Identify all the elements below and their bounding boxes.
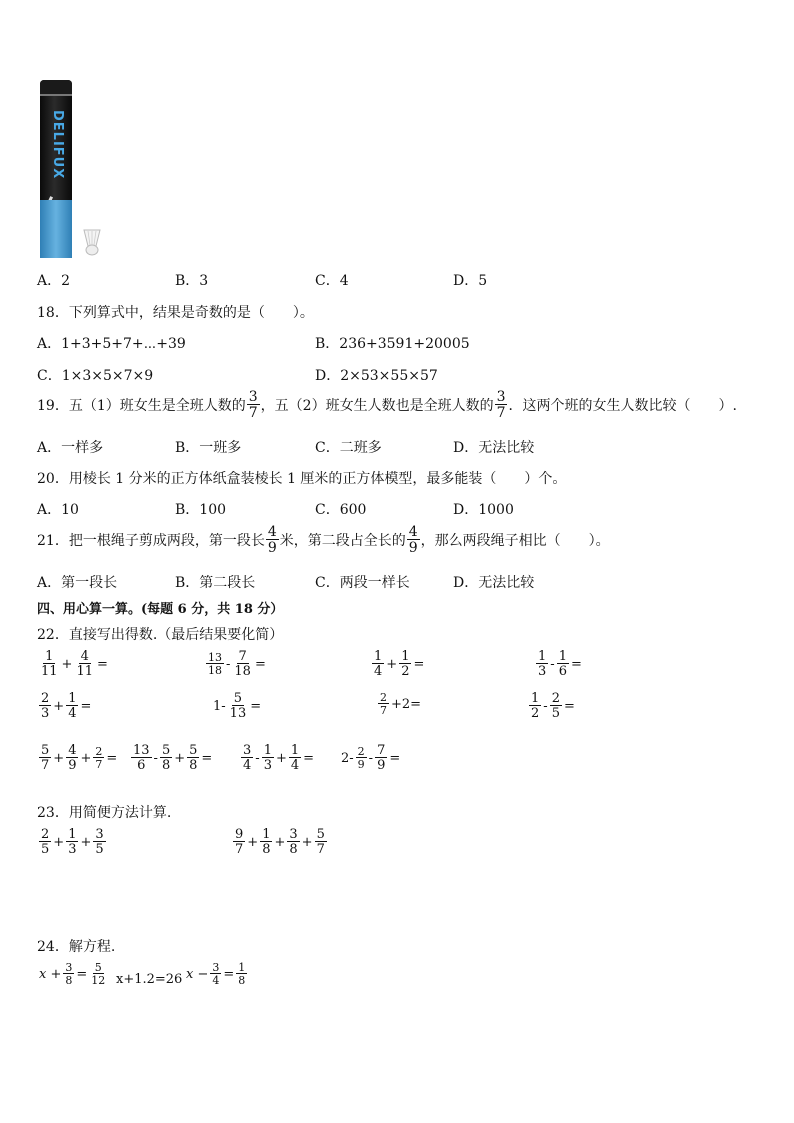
q20-stem: 20．用棱长 1 分米的正方体纸盒装棱长 1 厘米的正方体模型，最多能装（ ）个。 (37, 471, 567, 487)
denominator: 7 (41, 758, 50, 773)
fraction (375, 744, 387, 772)
q17-option-d[interactable]: D．5 (453, 273, 488, 289)
denominator: 8 (238, 974, 246, 987)
fraction (39, 828, 51, 856)
q21-stem-part3: ，那么两段绳子相比（ ）。 (420, 533, 610, 549)
q20-option-d[interactable]: D．1000 (453, 502, 514, 518)
denominator: 18 (234, 664, 251, 679)
operator: - (543, 698, 548, 714)
denominator: 8 (161, 758, 171, 773)
fraction (39, 692, 51, 720)
q18-option-b[interactable]: B．236+3591+20005 (315, 336, 470, 352)
denominator: 4 (290, 758, 300, 773)
q19-option-d[interactable]: D．无法比较 (453, 440, 535, 456)
equals-sign: = (201, 750, 213, 766)
numerator: 1 (290, 743, 300, 758)
q22-r2-expr-1 (38, 692, 92, 720)
denominator: 8 (189, 758, 198, 773)
operator: + (53, 834, 65, 850)
fraction (260, 828, 272, 856)
q22-r3-expr-3 (240, 744, 315, 772)
numerator: 3 (212, 961, 220, 974)
denominator: 4 (68, 706, 77, 721)
q21-stem-part2: 米，第二段占全长的 (279, 533, 406, 549)
fraction (536, 650, 548, 678)
equals-sign: = (563, 698, 575, 714)
q19-fraction-1 (247, 390, 260, 420)
prefix-term: 2- (341, 750, 354, 766)
fraction (187, 744, 199, 772)
numerator: 3 (496, 389, 506, 405)
fraction (66, 744, 78, 772)
fraction (315, 828, 327, 856)
numerator: 3 (248, 389, 258, 405)
q22-r1-expr-3 (371, 650, 425, 678)
q18-stem: 18．下列算式中，结果是奇数的是（ ）。 (37, 305, 314, 321)
denominator: 8 (262, 842, 271, 857)
operator: - (550, 656, 555, 672)
q22-r1-expr-1 (38, 650, 109, 678)
q21-fraction-1 (266, 525, 279, 555)
denominator: 2 (401, 664, 410, 679)
q23-stem: 23．用简便方法计算. (37, 805, 172, 821)
denominator: 3 (68, 842, 77, 857)
numerator: 7 (238, 649, 247, 664)
denominator: 11 (41, 664, 58, 679)
denominator: 6 (558, 664, 567, 679)
q17-option-a[interactable]: A．2 (37, 273, 71, 289)
fraction (550, 692, 562, 720)
fraction (378, 692, 389, 716)
numerator: 1 (68, 691, 77, 706)
operator: + (174, 750, 186, 766)
shuttlecock-icon (78, 226, 106, 256)
q20-option-b[interactable]: B．100 (175, 502, 227, 518)
denominator: 8 (65, 974, 73, 987)
numerator: 3 (289, 827, 298, 842)
suffix-term: +2= (391, 696, 422, 712)
operator: - (255, 750, 260, 766)
q21-fraction-2 (407, 525, 420, 555)
denominator: 8 (289, 842, 298, 857)
equals-sign: = (254, 656, 266, 672)
q21-stem-part1: 21．把一根绳子剪成两段，第一段长 (37, 533, 265, 549)
fraction (372, 650, 384, 678)
q17-option-c[interactable]: C．4 (315, 273, 349, 289)
brand-logo-text: DELIFUX (50, 110, 65, 180)
variable-term: x − (186, 966, 209, 982)
operator: - (368, 750, 374, 766)
numerator: 1 (538, 649, 547, 664)
fraction (228, 692, 249, 720)
q21-stem (37, 525, 610, 555)
numerator: 1 (238, 961, 246, 974)
denominator: 12 (91, 974, 106, 987)
equals-sign: = (413, 656, 425, 672)
q20-option-c[interactable]: C．600 (315, 502, 367, 518)
numerator: 3 (65, 961, 73, 974)
denominator: 9 (68, 758, 77, 773)
numerator: 9 (235, 827, 244, 842)
q19-option-b[interactable]: B．一班多 (175, 440, 242, 456)
section-4-title: 四、用心算一算。(每题 6 分，共 18 分） (37, 602, 284, 617)
fraction (399, 650, 411, 678)
denominator: 9 (377, 758, 386, 773)
q22-stem: 22．直接写出得数.（最后结果要化简） (37, 627, 284, 643)
q18-option-d[interactable]: D．2×53×55×57 (315, 368, 438, 384)
denominator: 4 (212, 974, 220, 987)
operator: + (53, 750, 65, 766)
operator: - (226, 656, 231, 672)
equals-sign: = (389, 750, 401, 766)
fraction (232, 650, 253, 678)
numerator: 2 (41, 691, 50, 706)
numerator: 1 (45, 649, 54, 664)
fraction (262, 744, 274, 772)
numerator: 3 (243, 743, 252, 758)
denominator: 5 (95, 842, 104, 857)
q24-equation-3 (185, 962, 248, 986)
numerator: 5 (316, 827, 325, 842)
denominator: 11 (76, 664, 93, 679)
q19-stem (37, 390, 737, 420)
denominator: 9 (357, 758, 365, 771)
q21-option-d[interactable]: D．无法比较 (453, 575, 535, 591)
numerator: 1 (263, 743, 272, 758)
fraction (289, 744, 301, 772)
variable-term: x + (39, 966, 62, 982)
denominator: 3 (41, 706, 50, 721)
fraction (63, 962, 74, 986)
numerator: 2 (95, 745, 103, 758)
fraction (39, 650, 60, 678)
equals-sign: = (250, 698, 262, 714)
numerator: 2 (380, 691, 387, 704)
numerator: 1 (401, 649, 410, 664)
q22-r1-expr-2 (205, 650, 267, 678)
denominator: 7 (248, 405, 258, 421)
fraction (74, 650, 95, 678)
fraction (66, 692, 78, 720)
tube-blue-band (40, 200, 72, 258)
q22-r3-expr-2 (130, 744, 213, 772)
q17-option-b[interactable]: B．3 (175, 273, 209, 289)
fraction (131, 744, 152, 772)
numerator: 1 (68, 827, 77, 842)
denominator: 7 (380, 704, 387, 717)
fraction (93, 828, 105, 856)
q19-stem-part3: ．这两个班的女生人数比较（ ）. (508, 398, 737, 414)
fraction (557, 650, 569, 678)
operator: + (386, 656, 398, 672)
q22-r2-expr-3 (377, 692, 422, 716)
operator: - (153, 750, 158, 766)
fraction (287, 828, 299, 856)
fraction (356, 746, 367, 770)
denominator: 7 (235, 842, 244, 857)
q21-option-b[interactable]: B．第二段长 (175, 575, 256, 591)
numerator: 1 (262, 827, 271, 842)
q22-r3-expr-4 (340, 744, 401, 772)
q24-equation-1 (38, 962, 108, 986)
denominator: 9 (408, 540, 418, 556)
equals-sign: = (76, 966, 88, 982)
q19-stem-part1: 19．五（1）班女生是全班人数的 (37, 398, 246, 414)
numerator: 3 (95, 827, 104, 842)
denominator: 13 (229, 706, 247, 721)
tube-cap (40, 80, 72, 96)
q22-r2-expr-4 (528, 692, 576, 720)
equals-sign: = (223, 966, 235, 982)
numerator: 4 (68, 743, 77, 758)
denominator: 6 (137, 758, 146, 773)
fraction (241, 744, 253, 772)
equals-sign: = (80, 698, 92, 714)
q18-option-c[interactable]: C．1×3×5×7×9 (37, 368, 154, 384)
numerator: 5 (189, 743, 198, 758)
numerator: 1 (374, 649, 383, 664)
fraction (206, 652, 224, 676)
numerator: 13 (133, 743, 150, 758)
q19-fraction-2 (495, 390, 508, 420)
operator: + (247, 834, 259, 850)
q21-option-a[interactable]: A．第一段长 (37, 575, 118, 591)
denominator: 18 (208, 664, 222, 677)
fraction (160, 744, 172, 772)
numerator: 4 (80, 649, 89, 664)
operator: + (301, 834, 313, 850)
denominator: 7 (95, 758, 103, 771)
q20-option-a[interactable]: A．10 (37, 502, 79, 518)
q19-option-a[interactable]: A．一样多 (37, 440, 104, 456)
numerator: 13 (208, 651, 222, 664)
denominator: 5 (551, 706, 560, 721)
fraction (210, 962, 221, 986)
operator: + (275, 750, 287, 766)
q24-stem: 24．解方程. (37, 939, 116, 955)
equals-sign: = (97, 656, 108, 672)
numerator: 5 (161, 743, 171, 758)
numerator: 7 (377, 743, 386, 758)
fraction (529, 692, 541, 720)
numerator: 2 (357, 745, 365, 758)
denominator: 4 (243, 758, 252, 773)
shuttlecock-tube-image (40, 80, 72, 258)
operator: + (274, 834, 286, 850)
denominator: 2 (531, 706, 540, 721)
denominator: 9 (267, 540, 277, 556)
q19-option-c[interactable]: C．二班多 (315, 440, 382, 456)
fraction (39, 744, 51, 772)
numerator: 4 (408, 524, 418, 540)
numerator: 2 (551, 691, 560, 706)
denominator: 5 (41, 842, 50, 857)
operator: + (53, 698, 65, 714)
denominator: 4 (374, 664, 383, 679)
equals-sign: = (106, 750, 118, 766)
fraction (236, 962, 247, 986)
denominator: 3 (263, 758, 272, 773)
fraction (93, 746, 104, 770)
q22-r3-expr-1 (38, 744, 118, 772)
numerator: 4 (267, 524, 277, 540)
equals-sign: = (570, 656, 582, 672)
numerator: 1 (531, 691, 540, 706)
q22-r2-expr-2 (212, 692, 262, 720)
fraction (66, 828, 78, 856)
q24-equation-2: x+1.2=26 (116, 972, 183, 987)
fraction (89, 962, 107, 986)
q19-stem-part2: ，五（2）班女生人数也是全班人数的 (260, 398, 494, 414)
denominator: 7 (496, 405, 506, 421)
operator: + (61, 656, 73, 672)
operator: + (80, 834, 92, 850)
numerator: 2 (41, 827, 50, 842)
denominator: 7 (316, 842, 325, 857)
q18-option-a[interactable]: A．1+3+5+7+⋯+39 (37, 336, 186, 352)
q23-expr-1 (38, 828, 107, 856)
q22-r1-expr-4 (535, 650, 583, 678)
numerator: 5 (41, 743, 50, 758)
prefix-term: 1- (213, 698, 226, 714)
q23-expr-2 (232, 828, 328, 856)
fraction (233, 828, 245, 856)
equals-sign: = (303, 750, 315, 766)
q21-option-c[interactable]: C．两段一样长 (315, 575, 410, 591)
numerator: 5 (233, 691, 243, 706)
numerator: 5 (94, 961, 102, 974)
operator: + (80, 750, 92, 766)
denominator: 3 (538, 664, 547, 679)
numerator: 1 (558, 649, 567, 664)
